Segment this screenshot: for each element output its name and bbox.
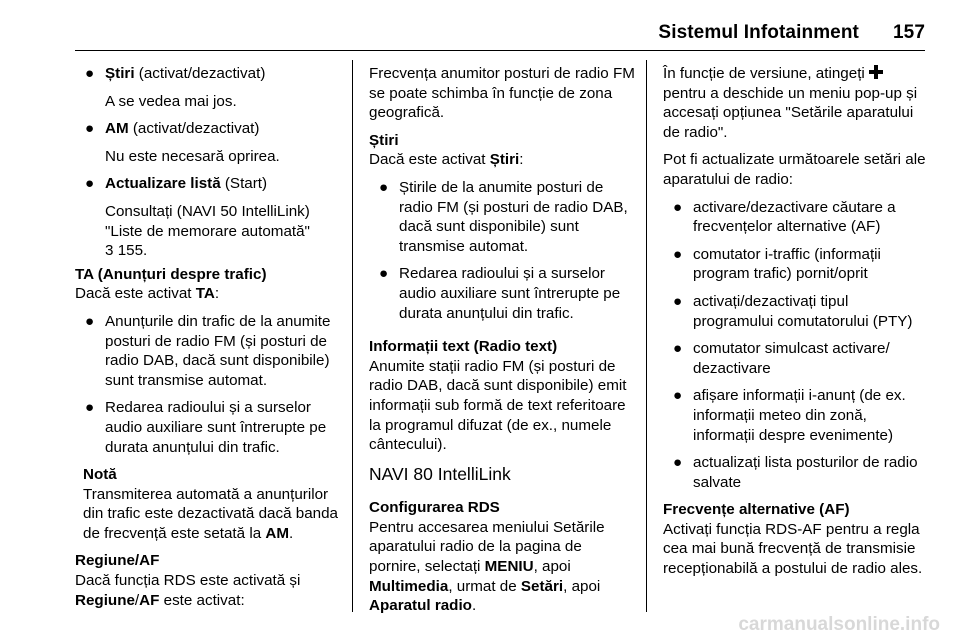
section-heading: TA (Anunțuri despre trafic) bbox=[75, 265, 267, 283]
page-header bbox=[0, 22, 925, 44]
radio-text-section: Informații text (Radio text) Anumite stații radio FM (și posturi de radio DAB, dacă sunt disponibile) emit informații sub formă de text referitoare la programul difuzat (de ex., numele cântecului). bbox=[369, 338, 627, 454]
section-title-navi: NAVI 80 IntelliLink bbox=[369, 463, 511, 484]
section-heading: Configurarea RDS bbox=[369, 499, 500, 517]
bullet-icon: ● bbox=[673, 387, 683, 405]
plus-icon bbox=[869, 65, 883, 79]
column-divider-1 bbox=[352, 60, 353, 612]
list-item: ● activare/dezactivare căutare a frecvențelor alternative (AF) bbox=[673, 198, 896, 236]
stiri-section: Știri Dacă este activat Știri: bbox=[369, 131, 524, 169]
list-item: ● actualizați lista posturilor de radio salvate bbox=[673, 454, 918, 491]
list-item: ● Redarea radioului și a surselor audio auxiliare sunt întrerupte pe durata anunțului din trafic. bbox=[85, 399, 327, 456]
list-item-detail: Consultați (NAVI 50 IntelliLink) "Liste de memorare automată" 3 155. bbox=[105, 202, 310, 260]
header-rule bbox=[75, 50, 925, 51]
list-item-am: ● AM (activat/dezactivat) bbox=[85, 120, 260, 138]
list-item: ● activați/dezactivați tipul programului comutatorului (PTY) bbox=[673, 292, 913, 330]
list-item: ● Redarea radioului și a surselor audio auxiliare sunt întrerupte pe durata anunțului din trafic. bbox=[379, 265, 621, 322]
column-divider-2 bbox=[646, 60, 647, 612]
af-section: Frecvențe alternative (AF) Activați funcția RDS-AF pentru a regla cea mai bună frecvență de transmisie recepționabilă a postului de radio ales. bbox=[663, 501, 923, 578]
column-1 bbox=[75, 64, 340, 618]
bullet-icon: ● bbox=[379, 265, 389, 283]
list-item: ● comutator simulcast activare/ dezactivare bbox=[673, 340, 890, 377]
column-3 bbox=[663, 64, 928, 587]
bullet-icon: ● bbox=[673, 292, 683, 310]
list-item: ● Știrile de la anumite posturi de radio FM (și posturi de radio DAB, dacă sunt disponibile) sunt transmise automat. bbox=[379, 178, 628, 255]
bullet-icon: ● bbox=[85, 175, 95, 193]
bullet-icon: ● bbox=[673, 340, 683, 358]
list-item-update: ● Actualizare listă (Start) bbox=[85, 175, 268, 193]
bullet-icon: ● bbox=[673, 198, 683, 216]
column-2 bbox=[369, 64, 637, 624]
bullet-icon: ● bbox=[673, 454, 683, 472]
list-item-detail: Nu este necesară oprirea. bbox=[105, 147, 280, 165]
ta-section: TA (Anunțuri despre trafic) Dacă este activat TA: bbox=[75, 265, 267, 303]
list-item-stiri: ● Știri (activat/dezactivat) bbox=[85, 65, 266, 82]
bullet-icon: ● bbox=[85, 312, 95, 330]
region-section: Regiune/AF Dacă funcția RDS este activată și Regiune/AF este activat: bbox=[75, 552, 301, 609]
note-box: Notă Transmiterea automată a anunțurilor din trafic este dezactivată dacă banda de frecvență este setată la AM. bbox=[83, 466, 338, 542]
bullet-icon: ● bbox=[85, 399, 95, 417]
section-heading: Știri bbox=[369, 131, 399, 149]
section-heading: Frecvențe alternative (AF) bbox=[663, 501, 850, 519]
list-item: ● Anunțurile din trafic de la anumite posturi de radio FM (și posturi de radio DAB, dacă sunt disponibile) sunt transmise automat. bbox=[85, 312, 331, 389]
page-number: 157 bbox=[892, 22, 925, 43]
bullet-icon: ● bbox=[379, 178, 389, 196]
section-heading: Informații text (Radio text) bbox=[369, 338, 558, 356]
list-item: ● afișare informații i-anunț (de ex. informații meteo din zonă, informații despre evenimente) bbox=[673, 387, 906, 444]
page-reference: 155. bbox=[117, 242, 148, 260]
list-item-detail: A se vedea mai jos. bbox=[105, 92, 237, 110]
page-ref-arrow: 3 bbox=[105, 242, 114, 260]
note-heading: Notă bbox=[83, 466, 117, 484]
watermark: carmanualsonline.info bbox=[738, 614, 940, 635]
bullet-icon: ● bbox=[85, 120, 95, 138]
paragraph: În funcție de versiune, atingeți pentru a deschide un meniu pop-up și accesați opțiunea "Setările aparatului de radio". bbox=[663, 65, 918, 141]
paragraph: Frecvența anumitor posturi de radio FM se poate schimba în funcție de zona geografică. bbox=[369, 65, 635, 122]
list-item: ● comutator i-traffic (informații program trafic) pornit/oprit bbox=[673, 245, 881, 283]
section-title: Sistemul Infotainment bbox=[658, 22, 859, 43]
bullet-icon: ● bbox=[85, 65, 95, 82]
bullet-icon: ● bbox=[673, 245, 683, 263]
section-heading: Regiune/AF bbox=[75, 552, 160, 570]
paragraph: Pot fi actualizate următoarele setări ale aparatului de radio: bbox=[663, 151, 926, 188]
rds-section: Configurarea RDS Pentru accesarea meniului Setările aparatului radio de la pagina de pornire, selectați MENIU, apoi Multimedia, urmat de Setări, apoi Aparatul radio. bbox=[369, 499, 605, 615]
